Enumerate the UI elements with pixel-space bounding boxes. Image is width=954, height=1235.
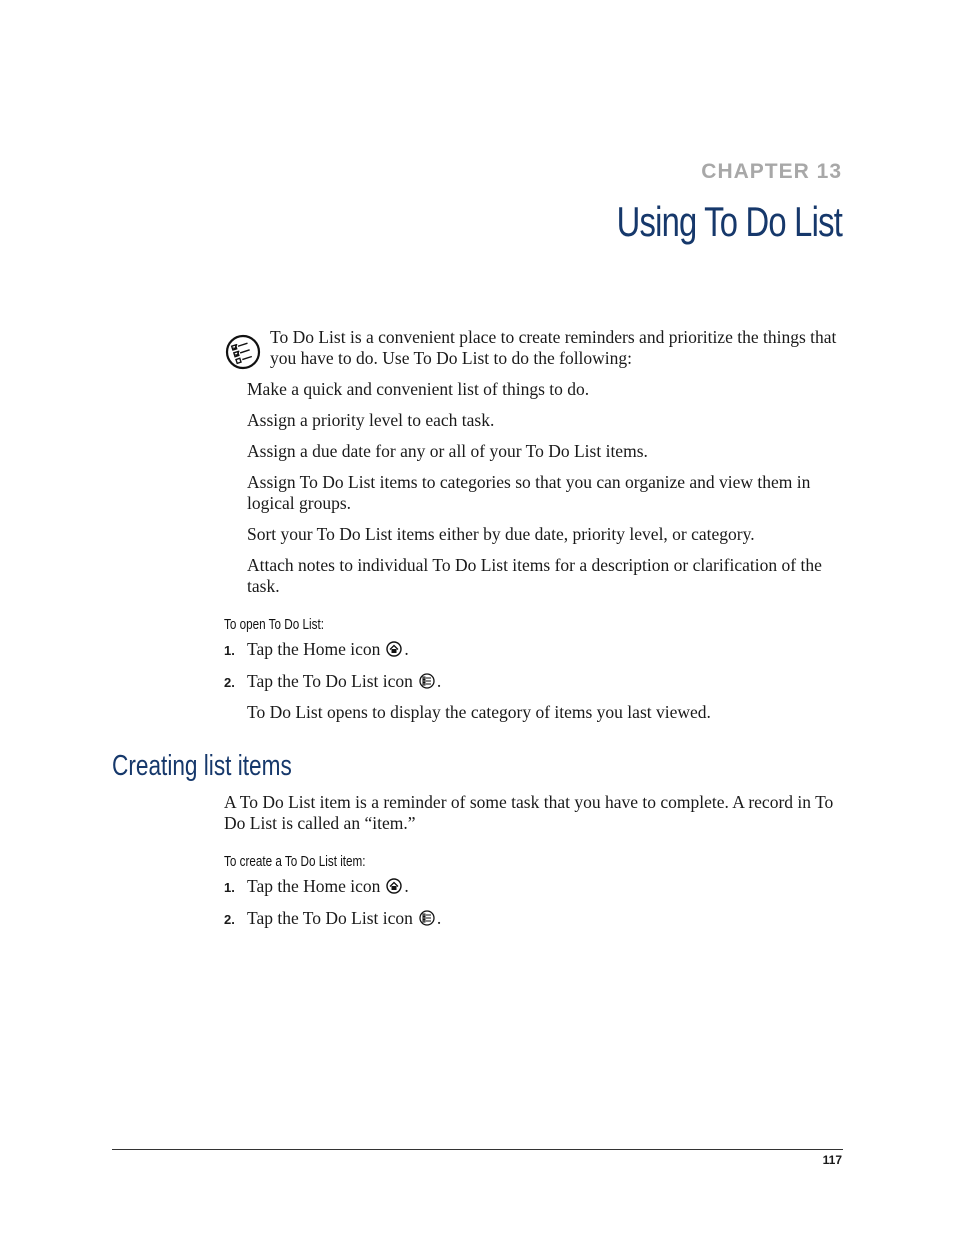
chapter-title: Using To Do List xyxy=(616,198,842,245)
feature-item: Attach notes to individual To Do List items for a description or clarification of the task. xyxy=(247,555,822,596)
create-procedure-heading: To create a To Do List item: xyxy=(224,853,366,870)
step-number: 1. xyxy=(224,643,235,658)
step-number: 1. xyxy=(224,880,235,895)
step-label: Tap the Home icon xyxy=(247,876,381,896)
chapter-label: CHAPTER 13 xyxy=(701,160,842,183)
step-number: 2. xyxy=(224,912,235,927)
open-result-text: To Do List opens to display the category of items you last viewed. xyxy=(247,702,711,722)
intro-text: To Do List is a convenient place to create reminders and prioritize the things that you have to do. Use To Do List to do the following: xyxy=(270,327,837,368)
step-label: Tap the Home icon xyxy=(247,639,381,659)
step-text: Tap the Home icon . xyxy=(247,639,409,662)
step-label: Tap the To Do List icon xyxy=(247,908,413,928)
feature-item: Sort your To Do List items either by due date, priority level, or category. xyxy=(247,524,755,544)
todo-list-icon xyxy=(419,910,435,931)
home-icon xyxy=(386,641,402,662)
section-paragraph: A To Do List item is a reminder of some task that you have to complete. A record in To Do List is called an “item.” xyxy=(224,792,834,833)
todo-list-icon xyxy=(419,673,435,694)
section-heading: Creating list items xyxy=(112,750,292,782)
page-number: 117 xyxy=(822,1153,842,1167)
feature-item: Assign To Do List items to categories so that you can organize and view them in logical groups. xyxy=(247,472,811,513)
feature-item: Make a quick and convenient list of things to do. xyxy=(247,379,590,399)
step-text: Tap the To Do List icon . xyxy=(247,908,441,931)
footer-rule xyxy=(112,1149,843,1150)
step-text: Tap the To Do List icon . xyxy=(247,671,441,694)
step-label: Tap the To Do List icon xyxy=(247,671,413,691)
feature-item: Assign a priority level to each task. xyxy=(247,410,495,430)
step-text: Tap the Home icon . xyxy=(247,876,409,899)
step-number: 2. xyxy=(224,675,235,690)
todo-list-app-icon xyxy=(225,334,261,370)
feature-item: Assign a due date for any or all of your To Do List items. xyxy=(247,441,648,461)
open-procedure-heading: To open To Do List: xyxy=(224,616,324,633)
home-icon xyxy=(386,878,402,899)
